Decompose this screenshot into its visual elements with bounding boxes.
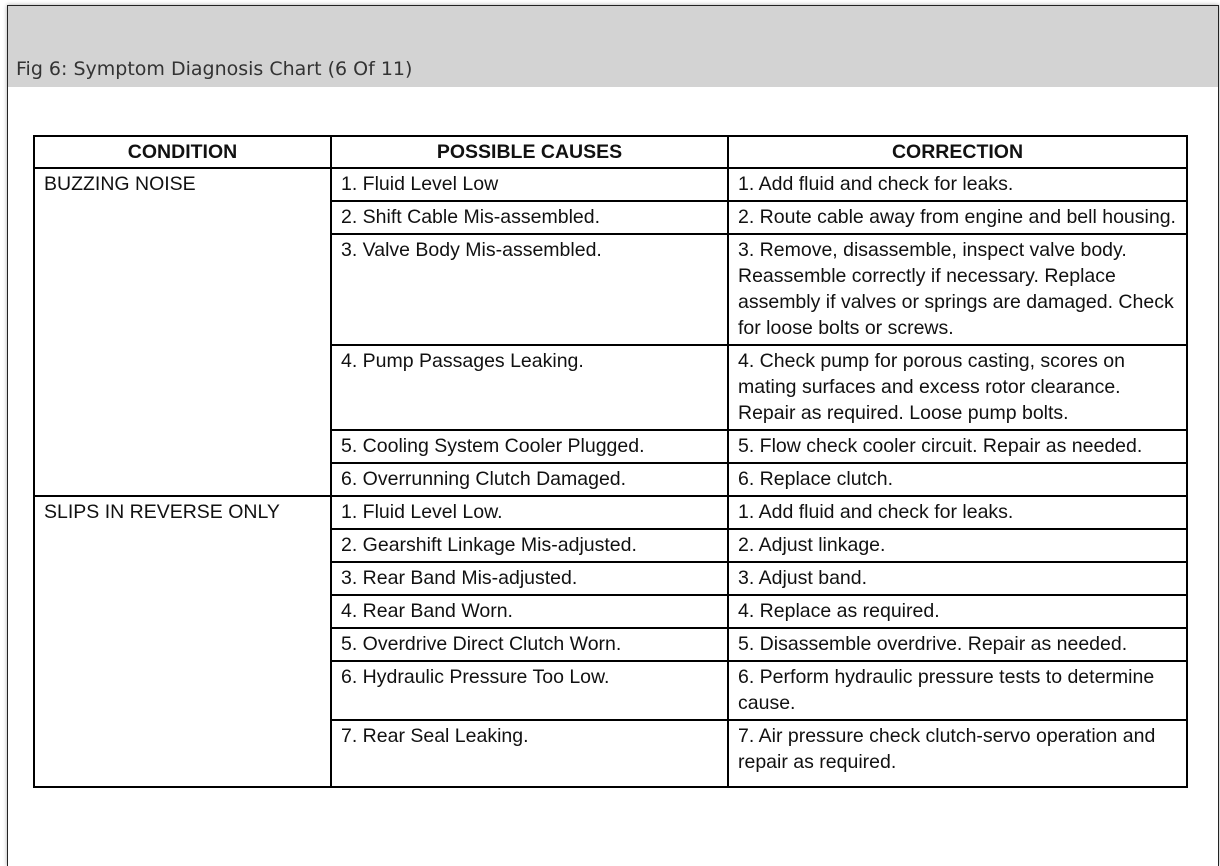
figure-title: Fig 6: Symptom Diagnosis Chart (6 Of 11) bbox=[16, 58, 413, 80]
correction-cell: 5. Disassemble overdrive. Repair as needed. bbox=[728, 628, 1187, 661]
correction-cell: 4. Replace as required. bbox=[728, 595, 1187, 628]
document-window bbox=[7, 5, 1219, 866]
correction-cell: 3. Adjust band. bbox=[728, 562, 1187, 595]
cause-cell: 2. Shift Cable Mis-assembled. bbox=[331, 201, 728, 234]
cause-cell: 6. Overrunning Clutch Damaged. bbox=[331, 463, 728, 496]
cause-cell: 4. Rear Band Worn. bbox=[331, 595, 728, 628]
condition-cell: BUZZING NOISE bbox=[34, 168, 331, 496]
correction-cell: 6. Perform hydraulic pressure tests to determine cause. bbox=[728, 661, 1187, 720]
header-row bbox=[34, 136, 1187, 168]
correction-cell: 3. Remove, disassemble, inspect valve body. Reassemble correctly if necessary. Replace assembly if valves or springs are damaged. Check for loose bolts or screws. bbox=[728, 234, 1187, 345]
correction-cell: 4. Check pump for porous casting, scores on mating surfaces and excess rotor clearance. Repair as required. Loose pump bolts. bbox=[728, 345, 1187, 430]
cause-cell: 1. Fluid Level Low. bbox=[331, 496, 728, 529]
correction-cell: 2. Adjust linkage. bbox=[728, 529, 1187, 562]
correction-cell: 6. Replace clutch. bbox=[728, 463, 1187, 496]
correction-cell: 1. Add fluid and check for leaks. bbox=[728, 496, 1187, 529]
correction-cell: 7. Air pressure check clutch-servo operation and repair as required. bbox=[728, 720, 1187, 787]
correction-cell: 1. Add fluid and check for leaks. bbox=[728, 168, 1187, 201]
cause-cell: 5. Cooling System Cooler Plugged. bbox=[331, 430, 728, 463]
diagnosis-table bbox=[33, 135, 1188, 788]
condition-cell: SLIPS IN REVERSE ONLY bbox=[34, 496, 331, 787]
header-condition: CONDITION bbox=[34, 136, 331, 168]
cause-cell: 3. Valve Body Mis-assembled. bbox=[331, 234, 728, 345]
header-causes: POSSIBLE CAUSES bbox=[331, 136, 728, 168]
correction-cell: 2. Route cable away from engine and bell housing. bbox=[728, 201, 1187, 234]
cause-cell: 3. Rear Band Mis-adjusted. bbox=[331, 562, 728, 595]
cause-cell: 5. Overdrive Direct Clutch Worn. bbox=[331, 628, 728, 661]
title-bar bbox=[8, 6, 1218, 87]
cause-cell: 6. Hydraulic Pressure Too Low. bbox=[331, 661, 728, 720]
header-correction: CORRECTION bbox=[728, 136, 1187, 168]
cause-cell: 2. Gearshift Linkage Mis-adjusted. bbox=[331, 529, 728, 562]
table-row bbox=[34, 496, 1187, 529]
cause-cell: 4. Pump Passages Leaking. bbox=[331, 345, 728, 430]
cause-cell: 7. Rear Seal Leaking. bbox=[331, 720, 728, 787]
correction-cell: 5. Flow check cooler circuit. Repair as needed. bbox=[728, 430, 1187, 463]
table-row bbox=[34, 168, 1187, 201]
cause-cell: 1. Fluid Level Low bbox=[331, 168, 728, 201]
